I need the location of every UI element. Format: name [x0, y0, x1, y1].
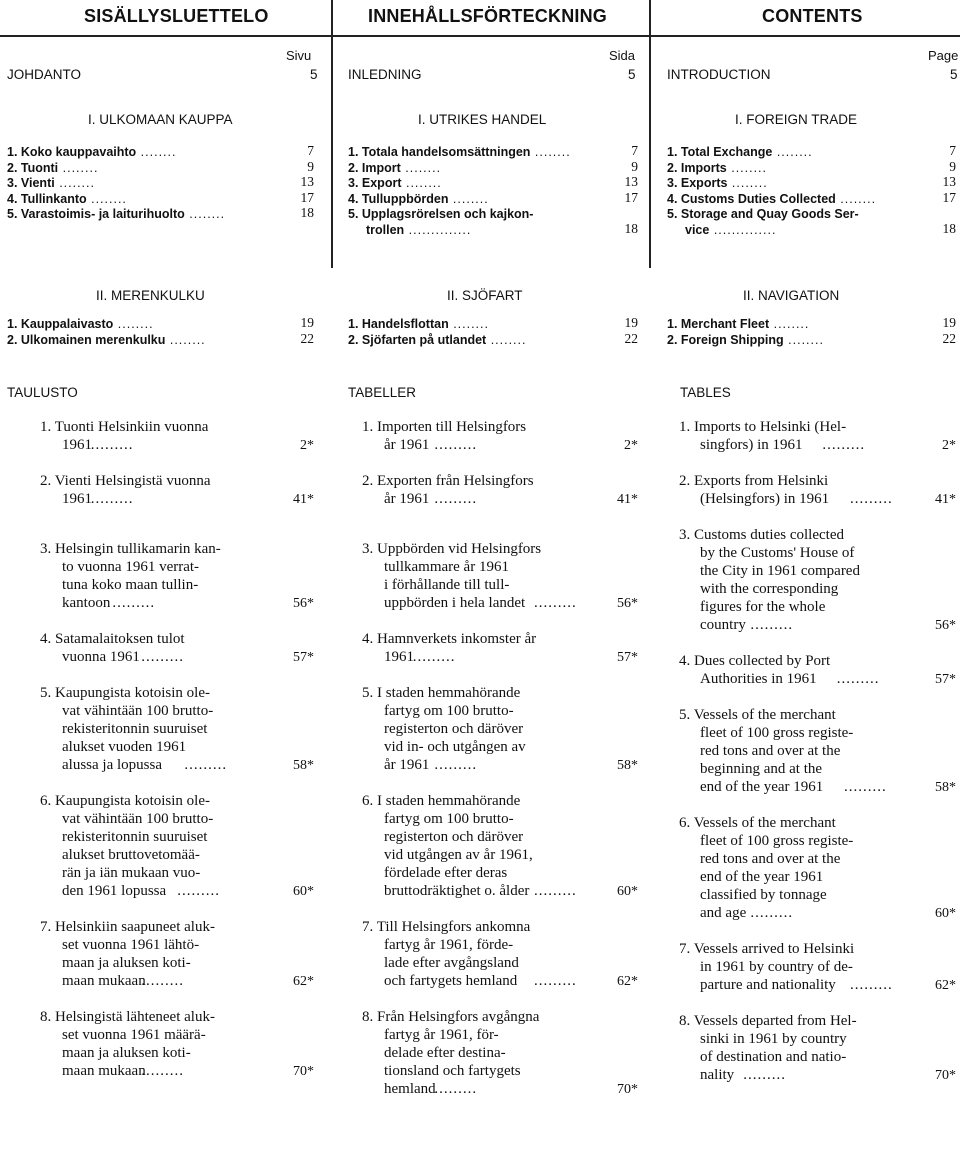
en-table-1-line-1: 1. Imports to Helsinki (Hel- — [679, 419, 847, 435]
finnish-column — [0, 0, 332, 1173]
en-table-6-line-1: 6. Vessels of the merchant — [679, 815, 836, 831]
en-table-4-line-1: 4. Dues collected by Port — [679, 653, 831, 669]
en-section1-page-4: 17 — [942, 189, 956, 205]
en-section1-item-1 — [667, 144, 813, 160]
en-table-2-line-1: 2. Exports from Helsinki — [679, 473, 829, 489]
sv-table-1-line-2: år 1961 — [384, 437, 430, 453]
fi-table-4-dots: ......... — [141, 649, 184, 665]
leader-dots: ........ — [54, 176, 95, 190]
sv-table-2-line-1: 2. Exporten från Helsingfors — [362, 473, 534, 489]
leader-dots: ........ — [448, 317, 489, 331]
entry-text-continued: trollen — [366, 222, 405, 237]
fi-section2-page-2: 22 — [300, 331, 314, 346]
sv-section1-page-1: 7 — [631, 143, 638, 158]
en-table-6-dots: ......... — [750, 905, 794, 921]
leader-dots: ........ — [113, 317, 154, 331]
sv-table-3-dots: ......... — [534, 595, 577, 611]
leader-dots: .............. — [404, 222, 472, 237]
leader-dots: ........ — [184, 207, 226, 221]
fi-section2-item-1 — [7, 316, 154, 332]
sv-section2-page-1: 19 — [624, 315, 638, 330]
sv-section1-item-2 — [348, 160, 441, 176]
en-table-8-line-4: nality — [700, 1067, 735, 1083]
en-table-8-line-2: sinki in 1961 by country — [700, 1031, 847, 1047]
sv-section1-item-5-cont — [366, 222, 471, 238]
en-table-page-6: 60* — [935, 906, 956, 921]
swedish-section2-title: II. SJÖFART — [447, 288, 523, 303]
swedish-page-header: Sida — [609, 48, 636, 63]
entry-text: 5. Upplagsrörelsen och kajkon- — [348, 207, 534, 221]
en-table-page-8: 70* — [935, 1068, 956, 1083]
english-intro-label: INTRODUCTION — [667, 67, 771, 82]
sv-table-4-line-2: 1961 — [384, 649, 414, 665]
en-table-3-line-1: 3. Customs duties collected — [679, 527, 844, 543]
en-table-3-line-6: country — [700, 617, 746, 633]
sv-section1-page-5: 18 — [624, 220, 638, 236]
sv-table-4-line-1: 4. Hamnverkets inkomster år — [362, 631, 537, 647]
sv-table-7-line-2: fartyg år 1961, förde- — [384, 937, 514, 953]
fi-table-8-dots: ......... — [141, 1063, 184, 1079]
english-tables-title: TABLES — [680, 385, 731, 400]
fi-table-5-dots: ......... — [184, 757, 228, 773]
fi-section1-page-4: 17 — [300, 189, 314, 205]
en-table-6-line-6: and age — [700, 905, 747, 921]
fi-table-2-line-1: 2. Vienti Helsingistä vuonna — [40, 473, 211, 489]
fi-table-3-line-3: tuna koko maan tullin- — [62, 577, 199, 593]
fi-table-1-line-1: 1. Tuonti Helsinkiin vuonna — [40, 419, 209, 435]
sv-table-4-dots: ......... — [412, 649, 456, 665]
en-table-7-dots: ......... — [850, 977, 893, 993]
fi-section1-page-3: 13 — [300, 174, 314, 189]
fi-table-page-3: 56* — [293, 596, 314, 611]
sv-table-page-5: 58* — [617, 758, 638, 773]
en-table-2-dots: ......... — [850, 491, 893, 507]
fi-table-6-line-3: rekisteritonnin suuruiset — [62, 829, 208, 845]
fi-section1-page-5: 18 — [300, 205, 314, 220]
fi-table-2-line-2: 1961 — [62, 491, 92, 507]
fi-section1-item-1 — [7, 144, 176, 160]
sv-table-page-3: 56* — [617, 596, 638, 611]
fi-table-5-line-3: rekisteritonnin suuruiset — [62, 721, 208, 737]
sv-table-3-line-2: tullkammare år 1961 — [384, 559, 509, 575]
entry-text-continued: vice — [685, 222, 710, 237]
fi-table-4-line-1: 4. Satamalaitoksen tulot — [40, 631, 185, 647]
fi-table-6-line-2: vat vähintään 100 brutto- — [62, 811, 214, 827]
sv-section1-item-5 — [348, 206, 533, 222]
en-table-5-line-2: fleet of 100 gross registe- — [700, 725, 854, 741]
fi-table-6-line-5: rän ja iän mukaan vuo- — [62, 865, 201, 881]
sv-table-5-line-3: registerton och däröver — [384, 721, 524, 737]
en-table-2-line-2: (Helsingfors) in 1961 — [700, 491, 830, 507]
entry-text: 3. Export — [348, 176, 402, 190]
leader-dots: ........ — [486, 333, 527, 347]
sv-table-7-dots: ......... — [534, 973, 577, 989]
finnish-page-header: Sivu — [286, 48, 312, 63]
fi-section1-item-2 — [7, 160, 98, 176]
fi-table-page-1: 2* — [300, 438, 314, 453]
leader-dots: ........ — [835, 191, 877, 206]
en-table-6-line-4: end of the year 1961 — [700, 869, 824, 885]
en-table-6-line-5: classified by tonnage — [700, 887, 827, 903]
en-table-6-line-3: red tons and over at the — [700, 851, 841, 867]
fi-section1-page-1: 7 — [307, 143, 314, 158]
sv-table-1-line-1: 1. Importen till Helsingfors — [362, 419, 527, 435]
sv-table-page-6: 60* — [617, 884, 638, 899]
entry-text: 2. Import — [348, 160, 401, 175]
finnish-intro-label: JOHDANTO — [7, 67, 82, 82]
sv-table-7-line-1: 7. Till Helsingfors ankomna — [362, 919, 531, 935]
en-table-4-line-2: Authorities in 1961 — [700, 671, 817, 687]
sv-section1-item-3 — [348, 175, 442, 191]
en-table-3-line-5: figures for the whole — [700, 599, 826, 615]
en-table-3-line-2: by the Customs' House of — [700, 545, 855, 561]
sv-table-page-8: 70* — [617, 1082, 638, 1097]
leader-dots: ........ — [58, 160, 99, 175]
entry-text: 1. Totala handelsomsättningen — [348, 145, 531, 159]
en-section1-page-1: 7 — [949, 143, 956, 158]
en-section2-page-2: 22 — [942, 331, 956, 346]
entry-text: 2. Ulkomainen merenkulku — [7, 333, 166, 347]
leader-dots: ........ — [783, 333, 824, 347]
fi-table-8-line-2: set vuonna 1961 määrä- — [62, 1027, 206, 1043]
sv-section2-item-2 — [348, 332, 526, 348]
en-table-3-line-4: with the corresponding — [700, 581, 839, 597]
entry-text: 3. Vienti — [7, 176, 55, 190]
fi-table-6-line-4: alukset bruttovetomää- — [62, 847, 200, 863]
en-section1-page-3: 13 — [942, 174, 956, 189]
en-table-5-line-5: end of the year 1961 — [700, 779, 824, 795]
fi-table-page-5: 58* — [293, 758, 314, 773]
sv-section1-page-2: 9 — [631, 158, 638, 174]
sv-table-6-line-5: fördelade efter deras — [384, 865, 508, 881]
en-table-5-line-1: 5. Vessels of the merchant — [679, 707, 836, 723]
fi-section1-item-4 — [7, 191, 127, 207]
finnish-intro-page: 5 — [310, 67, 318, 82]
sv-table-3-line-3: i förhållande till tull- — [384, 577, 510, 593]
en-table-page-5: 58* — [935, 780, 956, 795]
sv-table-8-line-5: hemland — [384, 1081, 436, 1097]
fi-section2-page-1: 19 — [300, 315, 314, 330]
sv-table-page-1: 2* — [624, 438, 638, 453]
leader-dots: ........ — [530, 145, 571, 159]
leader-dots: ........ — [448, 191, 489, 206]
fi-table-8-line-4: maan mukaan — [62, 1063, 146, 1079]
en-section1-item-3 — [667, 175, 768, 191]
english-title: CONTENTS — [762, 6, 863, 26]
en-section1-item-5-cont — [685, 222, 776, 238]
sv-table-3-line-4: uppbörden i hela landet — [384, 595, 526, 611]
entry-text: 1. Handelsflottan — [348, 317, 449, 331]
sv-section1-page-4: 17 — [624, 189, 638, 205]
sv-table-7-line-3: lade efter avgångsland — [384, 955, 519, 971]
fi-table-page-8: 70* — [293, 1064, 314, 1079]
entry-text: 1. Total Exchange — [667, 145, 773, 159]
en-table-page-3: 56* — [935, 618, 956, 633]
english-column — [650, 0, 960, 1173]
fi-table-6-line-1: 6. Kaupungista kotoisin ole- — [40, 793, 210, 809]
leader-dots: ........ — [401, 176, 442, 190]
en-section1-item-5 — [667, 206, 859, 222]
sv-table-page-7: 62* — [617, 974, 638, 989]
en-table-page-1: 2* — [942, 438, 956, 453]
sv-table-page-2: 41* — [617, 492, 638, 507]
finnish-title: SISÄLLYSLUETTELO — [84, 6, 269, 26]
en-section1-page-5: 18 — [942, 220, 956, 236]
fi-table-3-dots: ......... — [112, 595, 156, 611]
en-table-7-line-2: in 1961 by country of de- — [700, 959, 853, 975]
sv-table-5-dots: ......... — [434, 757, 478, 773]
fi-table-page-6: 60* — [293, 884, 314, 899]
fi-table-page-2: 41* — [293, 492, 314, 507]
en-table-page-4: 57* — [935, 672, 956, 687]
fi-table-7-dots: ......... — [141, 973, 184, 989]
en-table-3-dots: ......... — [750, 617, 794, 633]
fi-table-5-line-1: 5. Kaupungista kotoisin ole- — [40, 685, 210, 701]
leader-dots: ........ — [726, 160, 768, 175]
en-table-5-line-3: red tons and over at the — [700, 743, 841, 759]
fi-table-5-line-5: alussa ja lopussa — [62, 757, 162, 773]
swedish-tables-title: TABELLER — [348, 385, 417, 400]
entry-text: 2. Tuonti — [7, 160, 59, 175]
sv-table-6-line-3: registerton och däröver — [384, 829, 524, 845]
sv-table-8-line-4: tionsland och fartygets — [384, 1063, 521, 1079]
english-page-header: Page — [928, 48, 959, 63]
en-table-8-dots: ......... — [743, 1067, 786, 1083]
fi-table-page-7: 62* — [293, 974, 314, 989]
sv-table-5-line-5: år 1961 — [384, 757, 430, 773]
leader-dots: ........ — [400, 160, 442, 175]
en-section2-item-2 — [667, 332, 824, 348]
fi-table-page-4: 57* — [293, 650, 314, 665]
sv-table-8-line-1: 8. Från Helsingfors avgångna — [362, 1009, 540, 1025]
fi-table-1-line-2: 1961 — [62, 437, 92, 453]
fi-table-5-line-4: alukset vuoden 1961 — [62, 739, 187, 755]
sv-table-8-line-3: delade efter destina- — [384, 1045, 506, 1061]
fi-table-6-line-6: den 1961 lopussa — [62, 883, 167, 899]
swedish-section1-title: I. UTRIKES HANDEL — [418, 112, 547, 127]
swedish-column — [332, 0, 650, 1173]
sv-table-5-line-2: fartyg om 100 brutto- — [384, 703, 514, 719]
en-table-3-line-3: the City in 1961 compared — [700, 563, 860, 579]
en-table-1-dots: ......... — [822, 437, 866, 453]
entry-text: 5. Storage and Quay Goods Ser- — [667, 207, 859, 221]
leader-dots: ........ — [727, 176, 768, 190]
fi-section2-item-2 — [7, 332, 206, 348]
fi-section1-page-2: 9 — [307, 158, 314, 174]
entry-text: 2. Imports — [667, 160, 727, 175]
sv-section1-item-4 — [348, 191, 489, 207]
fi-table-7-line-1: 7. Helsinkiin saapuneet aluk- — [40, 919, 215, 935]
sv-section2-item-1 — [348, 316, 489, 332]
sv-table-5-line-1: 5. I staden hemmahörande — [362, 685, 521, 701]
leader-dots: ........ — [769, 317, 810, 331]
fi-table-4-line-2: vuonna 1961 — [62, 649, 140, 665]
sv-table-page-4: 57* — [617, 650, 638, 665]
fi-table-5-line-2: vat vähintään 100 brutto- — [62, 703, 214, 719]
finnish-tables-title: TAULUSTO — [7, 385, 78, 400]
leader-dots: .............. — [709, 222, 777, 237]
english-section1-title: I. FOREIGN TRADE — [735, 112, 858, 127]
fi-table-7-line-4: maan mukaan — [62, 973, 146, 989]
fi-table-7-line-3: maan ja aluksen koti- — [62, 955, 191, 971]
fi-table-7-line-2: set vuonna 1961 lähtö- — [62, 937, 200, 953]
english-intro-page: 5 — [950, 67, 958, 82]
en-section2-item-1 — [667, 316, 809, 332]
fi-table-2-dots: ......... — [90, 491, 134, 507]
sv-table-6-line-1: 6. I staden hemmahörande — [362, 793, 521, 809]
en-table-5-line-4: beginning and at the — [700, 761, 823, 777]
fi-table-8-line-3: maan ja aluksen koti- — [62, 1045, 191, 1061]
swedish-intro-page: 5 — [628, 67, 636, 82]
en-table-8-line-3: of destination and natio- — [700, 1049, 847, 1065]
en-table-page-2: 41* — [935, 492, 956, 507]
swedish-intro-label: INLEDNING — [348, 67, 422, 82]
entry-text: 1. Merchant Fleet — [667, 317, 770, 331]
english-section2-title: II. NAVIGATION — [743, 288, 840, 303]
swedish-title: INNEHÅLLSFÖRTECKNING — [368, 6, 607, 26]
finnish-section1-title: I. ULKOMAAN KAUPPA — [88, 112, 233, 127]
en-table-4-dots: ......... — [836, 671, 880, 687]
leader-dots: ........ — [136, 145, 177, 159]
en-table-6-line-2: fleet of 100 gross registe- — [700, 833, 854, 849]
fi-table-8-line-1: 8. Helsingistä lähteneet aluk- — [40, 1009, 215, 1025]
sv-table-2-line-2: år 1961 — [384, 491, 430, 507]
en-table-7-line-3: parture and nationality — [700, 977, 836, 993]
entry-text: 1. Koko kauppavaihto — [7, 145, 137, 159]
sv-table-5-line-4: vid in- och utgången av — [384, 739, 526, 755]
entry-text: 4. Tulluppbörden — [348, 191, 449, 206]
entry-text: 5. Varastoimis- ja laiturihuolto — [7, 207, 185, 221]
entry-text: 2. Foreign Shipping — [667, 333, 784, 347]
sv-table-6-line-6: bruttodräktighet o. ålder — [384, 883, 530, 899]
sv-table-6-dots: ......... — [534, 883, 577, 899]
en-section1-item-4 — [667, 191, 876, 207]
sv-table-8-line-2: fartyg år 1961, för- — [384, 1027, 499, 1043]
finnish-section2-title: II. MERENKULKU — [96, 288, 205, 303]
sv-table-3-line-1: 3. Uppbörden vid Helsingfors — [362, 541, 542, 557]
en-section1-page-2: 9 — [949, 158, 956, 174]
en-table-5-dots: ......... — [844, 779, 887, 795]
en-table-page-7: 62* — [935, 978, 956, 993]
fi-section1-item-5 — [7, 206, 225, 222]
leader-dots: ........ — [86, 191, 127, 206]
sv-section1-item-1 — [348, 144, 571, 160]
sv-section2-page-2: 22 — [624, 331, 638, 346]
leader-dots: ........ — [165, 333, 206, 347]
sv-table-7-line-4: och fartygets hemland — [384, 973, 518, 989]
fi-table-1-dots: ......... — [90, 437, 134, 453]
entry-text: 4. Customs Duties Collected — [667, 191, 836, 206]
fi-table-3-line-4: kantoon — [62, 595, 111, 611]
entry-text: 4. Tullinkanto — [7, 191, 87, 206]
en-section2-page-1: 19 — [942, 315, 956, 330]
sv-section1-page-3: 13 — [624, 174, 638, 189]
en-table-1-line-2: singfors) in 1961 — [700, 437, 803, 453]
leader-dots: ........ — [772, 145, 813, 159]
entry-text: 2. Sjöfarten på utlandet — [348, 333, 487, 347]
fi-section1-item-3 — [7, 175, 95, 191]
fi-table-3-line-2: to vuonna 1961 verrat- — [62, 559, 200, 575]
en-table-8-line-1: 8. Vessels departed from Hel- — [679, 1013, 857, 1029]
en-table-7-line-1: 7. Vessels arrived to Helsinki — [679, 941, 855, 957]
sv-table-6-line-4: vid utgången av år 1961, — [384, 847, 533, 863]
sv-table-8-dots: ......... — [434, 1081, 478, 1097]
fi-table-3-line-1: 3. Helsingin tullikamarin kan- — [40, 541, 221, 557]
sv-table-2-dots: ......... — [434, 491, 478, 507]
en-section1-item-2 — [667, 160, 767, 176]
entry-text: 3. Exports — [667, 176, 728, 190]
sv-table-6-line-2: fartyg om 100 brutto- — [384, 811, 514, 827]
entry-text: 1. Kauppalaivasto — [7, 317, 114, 331]
fi-table-6-dots: ......... — [177, 883, 220, 899]
sv-table-1-dots: ......... — [434, 437, 478, 453]
